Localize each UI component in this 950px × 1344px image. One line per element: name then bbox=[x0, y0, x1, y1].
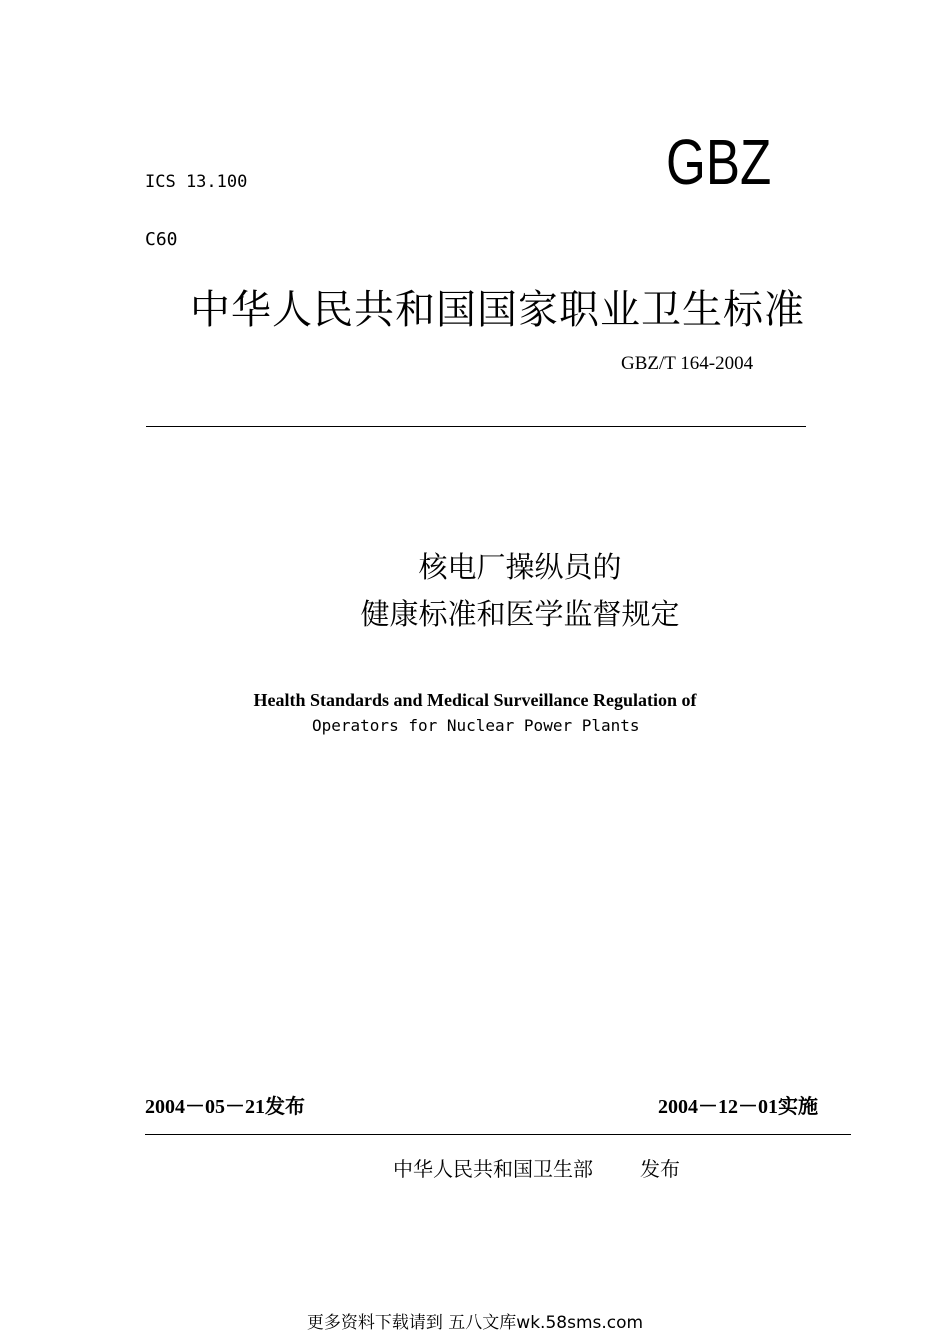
publisher-action: 发布 bbox=[640, 1157, 680, 1181]
implementation-date: 2004－12－01实施 bbox=[658, 1096, 818, 1118]
standard-name: 中华人民共和国国家职业卫生标准 bbox=[190, 287, 805, 333]
top-divider bbox=[146, 426, 806, 427]
footer-link-text[interactable]: 更多资料下载请到 五八文库wk.58sms.com bbox=[306, 1313, 644, 1333]
ccs-code: C60 bbox=[145, 229, 178, 250]
bottom-divider bbox=[145, 1134, 851, 1135]
title-chinese-line-1: 核电厂操纵员的 bbox=[418, 550, 622, 584]
standard-number: GBZ/T 164-2004 bbox=[621, 353, 754, 374]
ics-code: ICS 13.100 bbox=[145, 172, 248, 192]
issue-date: 2004－05－21发布 bbox=[145, 1096, 305, 1118]
title-chinese-line-2: 健康标准和医学监督规定 bbox=[360, 597, 680, 631]
title-english-line-2: Operators for Nuclear Power Plants bbox=[312, 716, 640, 735]
publisher-name: 中华人民共和国卫生部 bbox=[393, 1157, 593, 1181]
gbz-logo: GBZ bbox=[666, 126, 772, 198]
title-english-line-1: Health Standards and Medical Surveillance Regulation of bbox=[253, 690, 697, 710]
